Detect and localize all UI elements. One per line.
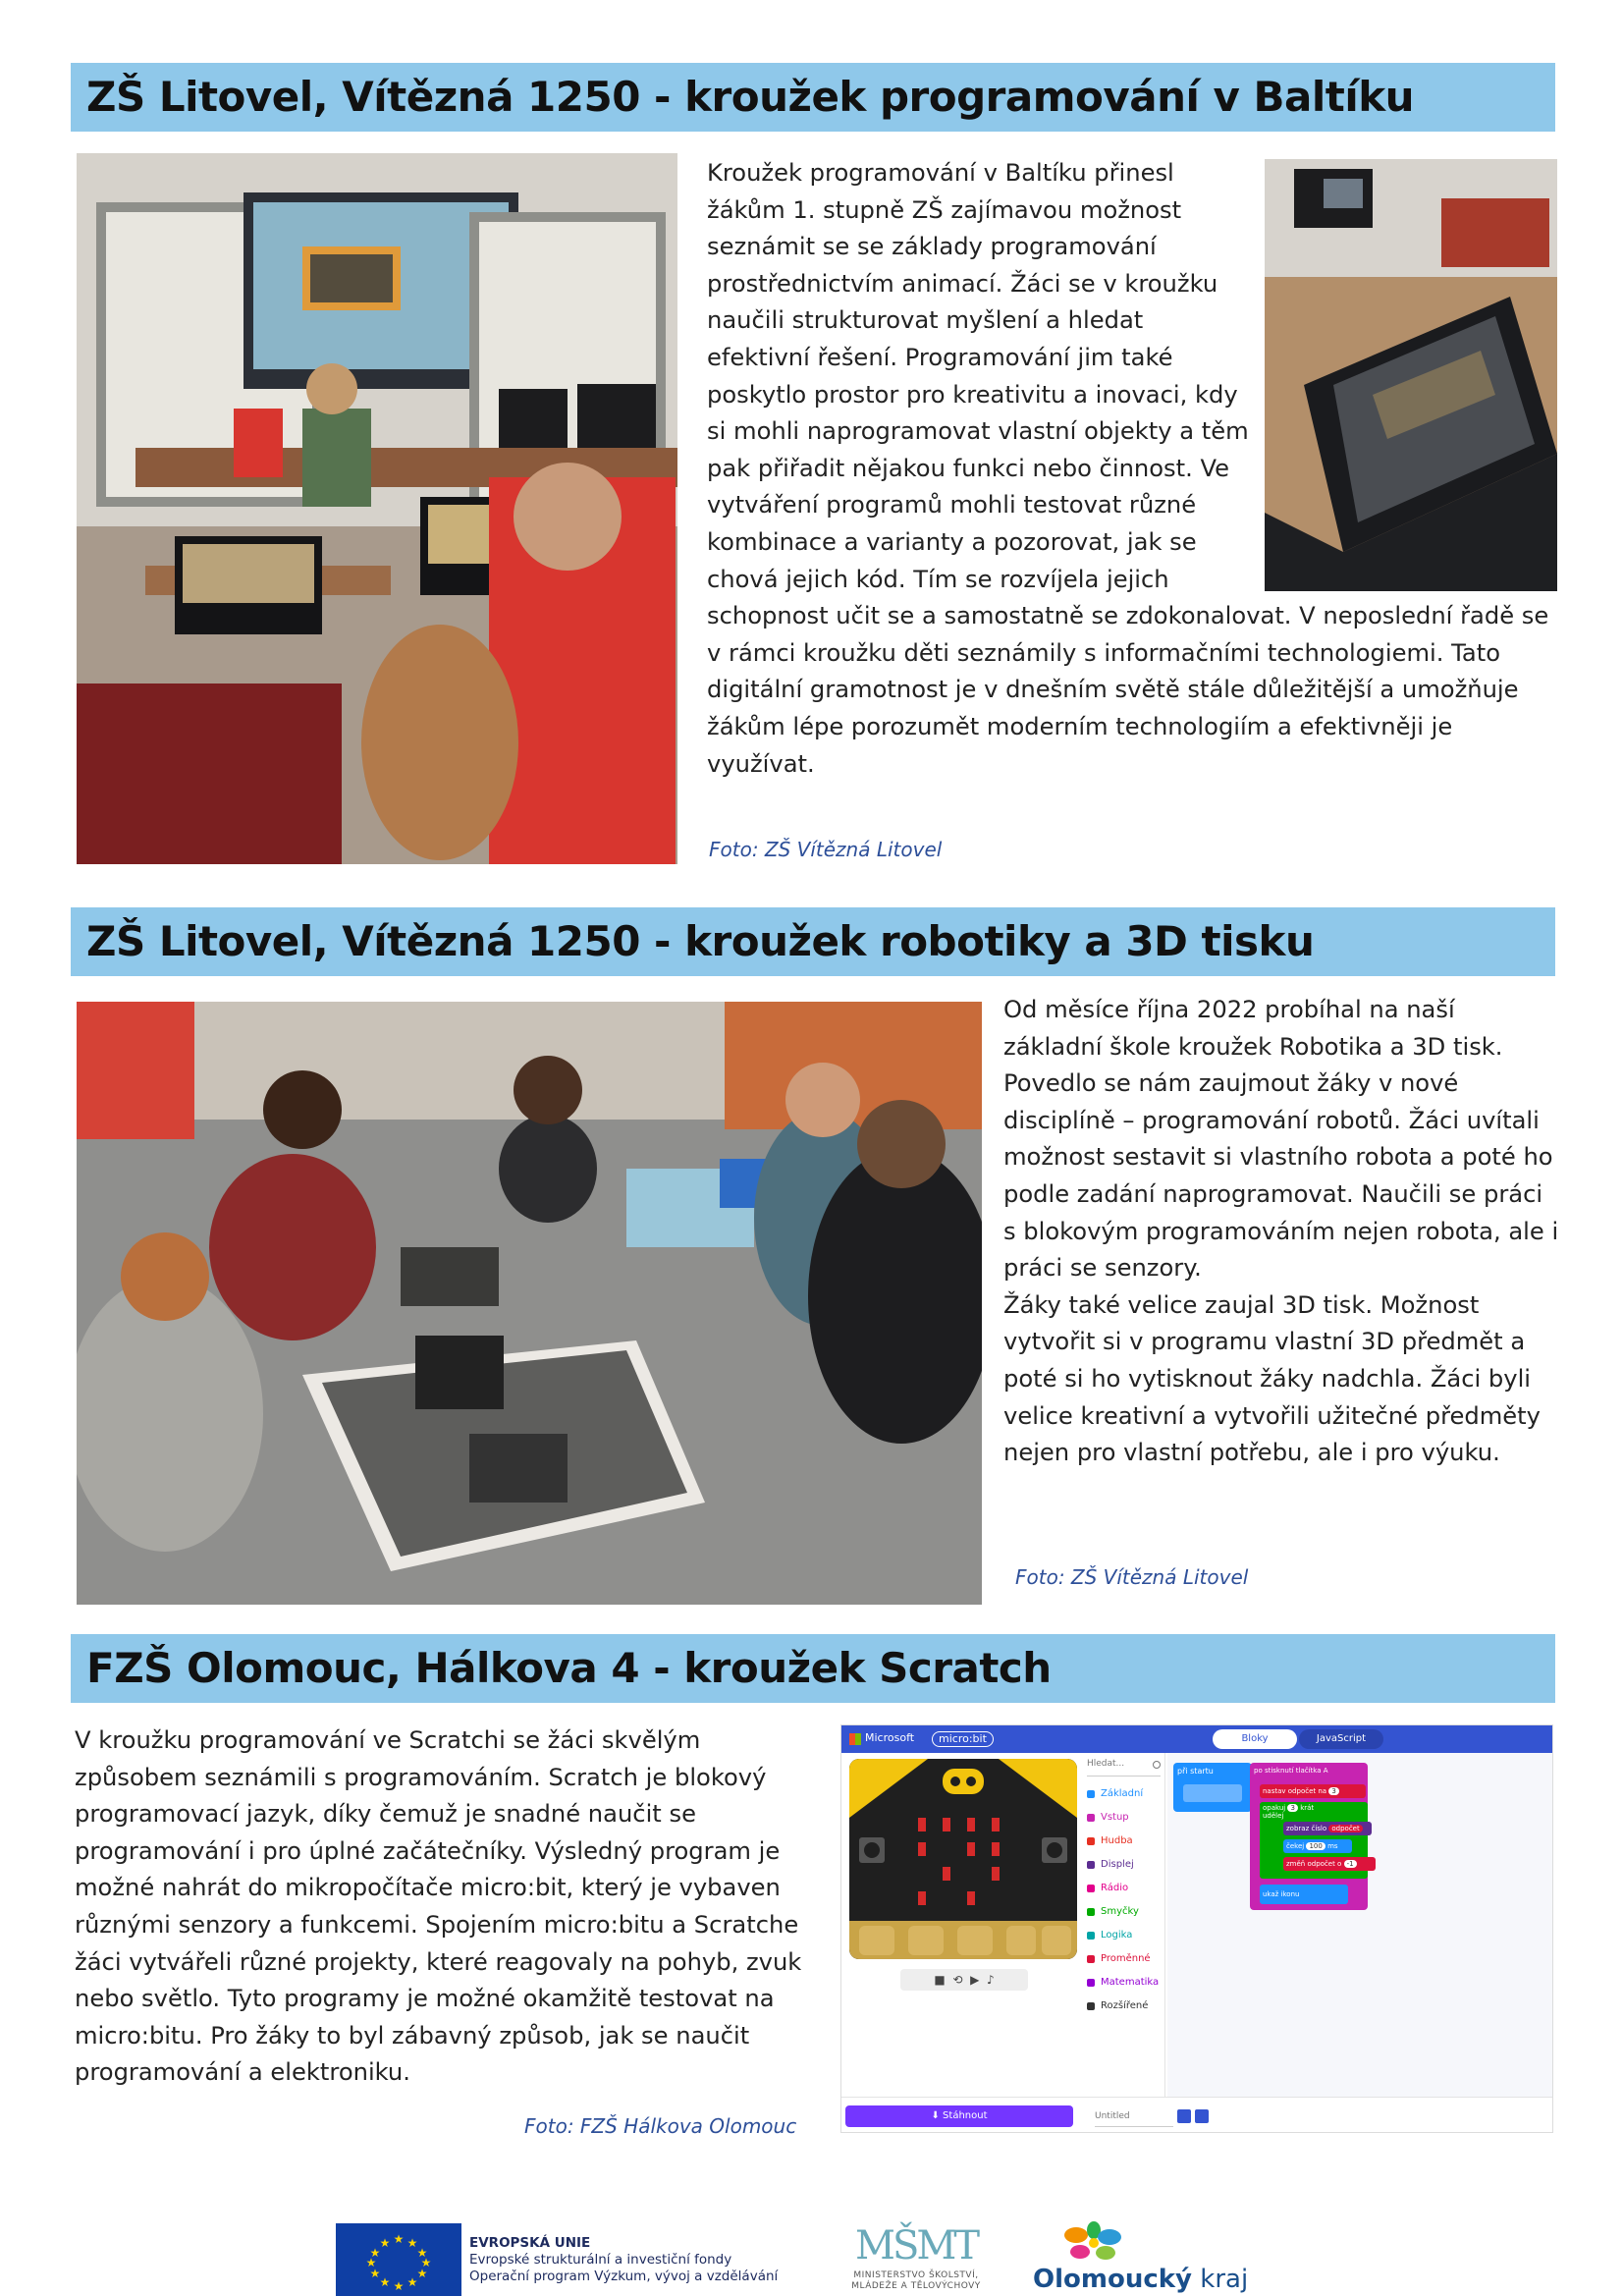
svg-text:★: ★ bbox=[416, 2267, 428, 2280]
workspace bbox=[1167, 1753, 1553, 2097]
brand-label: Microsoft bbox=[865, 1731, 915, 1744]
photo-caption: Foto: ZŠ Vítězná Litovel bbox=[709, 838, 943, 861]
msmt-mark: MŠMT bbox=[855, 2223, 977, 2269]
category-icon bbox=[1087, 1790, 1095, 1798]
makecode-bottombar bbox=[841, 2097, 1553, 2133]
toolbox-category[interactable] bbox=[1083, 1782, 1164, 1806]
toolbox-category[interactable] bbox=[1083, 1971, 1164, 1995]
audio-icon[interactable]: ♪ bbox=[986, 1973, 995, 1987]
kraj-wordmark bbox=[1033, 2265, 1248, 2294]
block-label: ukaž ikonu bbox=[1263, 1890, 1300, 1898]
makecode-topbar bbox=[841, 1725, 1553, 1753]
category-label: Matematika bbox=[1101, 1977, 1160, 1988]
category-icon bbox=[1087, 2002, 1095, 2010]
block-label: zobraz číslo bbox=[1286, 1825, 1327, 1832]
makecode-screenshot bbox=[840, 1724, 1553, 2133]
classroom-photo bbox=[77, 153, 677, 864]
filename-field[interactable] bbox=[1095, 2105, 1173, 2127]
block-value: 3 bbox=[1328, 1787, 1338, 1795]
eu-line2: Evropské strukturální a investiční fondy bbox=[469, 2252, 732, 2268]
block-set[interactable] bbox=[1260, 1784, 1366, 1798]
kraj-light: kraj bbox=[1200, 2265, 1249, 2294]
block-show-number[interactable] bbox=[1283, 1822, 1372, 1835]
svg-text:★: ★ bbox=[379, 2236, 391, 2250]
toolbox-list bbox=[1083, 1782, 1164, 2018]
category-icon bbox=[1087, 1837, 1095, 1845]
category-label: Smyčky bbox=[1101, 1906, 1139, 1917]
section-text-1 bbox=[707, 155, 1557, 783]
category-icon bbox=[1087, 1979, 1095, 1987]
block-pause[interactable] bbox=[1283, 1839, 1352, 1853]
toolbox bbox=[1083, 1753, 1165, 2097]
category-label: Hudba bbox=[1101, 1835, 1133, 1846]
svg-text:★: ★ bbox=[379, 2275, 391, 2289]
svg-text:★: ★ bbox=[369, 2267, 381, 2280]
photo-caption: Foto: FZŠ Hálkova Olomouc bbox=[524, 2114, 797, 2138]
category-icon bbox=[1087, 1955, 1095, 1963]
svg-text:★: ★ bbox=[416, 2246, 428, 2260]
eu-line3: Operační program Výzkum, vývoj a vzdělávání bbox=[469, 2269, 779, 2284]
msmt-text: MINISTERSTVO ŠKOLSTVÍ, MLÁDEŽE A TĚLOVÝCHOVY bbox=[851, 2270, 981, 2291]
section-text-3 bbox=[75, 1722, 813, 2092]
toolbox-category[interactable] bbox=[1083, 1806, 1164, 1830]
category-label: Displej bbox=[1101, 1859, 1134, 1870]
block-on-start[interactable] bbox=[1173, 1763, 1252, 1812]
section-header-3 bbox=[71, 1634, 1555, 1703]
eu-line1: EVROPSKÁ UNIE bbox=[469, 2235, 591, 2251]
category-icon bbox=[1087, 1861, 1095, 1869]
stop-icon[interactable]: ■ bbox=[934, 1973, 946, 1987]
eu-logo bbox=[336, 2223, 461, 2296]
microbit-simulator bbox=[849, 1759, 1077, 1959]
svg-text:★: ★ bbox=[393, 2279, 405, 2293]
download-button[interactable] bbox=[845, 2105, 1073, 2127]
eu-logo-text bbox=[469, 2235, 823, 2285]
section-title: ZŠ Litovel, Vítězná 1250 - kroužek programování v Baltíku bbox=[86, 73, 1415, 121]
svg-text:★: ★ bbox=[393, 2232, 405, 2246]
microsoft-logo-icon bbox=[849, 1733, 861, 1745]
block-value: odpočet bbox=[1328, 1825, 1362, 1832]
svg-text:★: ★ bbox=[365, 2256, 377, 2269]
category-icon bbox=[1087, 1908, 1095, 1916]
section-paragraph-2: Žáky také velice zaujal 3D tisk. Možnost vytvořit si v programu vlastní 3D předmět a poté si ho vytisknout žáky nadchla. Žáci byli velice kreativní a vytvořili užitečné předměty nejen pro vlastní potřebu, ale i pro výuku. bbox=[1003, 1290, 1541, 1467]
category-label: Vstup bbox=[1101, 1812, 1129, 1823]
section-paragraph: Od měsíce října 2022 probíhal na naší základní škole kroužek Robotika a 3D tisk. Povedlo se nám zaujmout žáky v nové disciplíně – programování robotů. Žáci uvítali možnost sestavit si vlastního robota a poté ho podle zadání naprogramovat. Naučili se práci s blokovým programováním nejen robota, ale i práci se senzory. bbox=[1003, 996, 1559, 1283]
filename-value: Untitled bbox=[1095, 2111, 1130, 2121]
download-label: Stáhnout bbox=[943, 2110, 988, 2121]
section-header-2 bbox=[71, 907, 1555, 976]
tab-blocks[interactable]: Bloky bbox=[1213, 1729, 1297, 1749]
search-placeholder: Hledat... bbox=[1087, 1759, 1125, 1769]
tab-javascript[interactable]: JavaScript bbox=[1299, 1729, 1383, 1749]
block-label: po stisknutí tlačítka A bbox=[1254, 1767, 1328, 1775]
block-label: opakuj bbox=[1263, 1804, 1286, 1812]
simulator-controls bbox=[900, 1969, 1028, 1991]
section-text-2 bbox=[1003, 992, 1559, 1472]
block-slot bbox=[1183, 1784, 1242, 1802]
svg-text:★: ★ bbox=[420, 2256, 432, 2269]
msmt-logo bbox=[833, 2221, 1000, 2296]
search-box[interactable] bbox=[1087, 1759, 1161, 1777]
github-icon[interactable] bbox=[1195, 2109, 1209, 2123]
save-icon[interactable] bbox=[1177, 2109, 1191, 2123]
category-label: Logika bbox=[1101, 1930, 1133, 1941]
block-change[interactable] bbox=[1283, 1857, 1376, 1871]
float-spacer bbox=[1253, 155, 1557, 595]
block-label: čekej bbox=[1286, 1842, 1305, 1850]
svg-text:★: ★ bbox=[406, 2275, 418, 2289]
toolbox-category[interactable] bbox=[1083, 1877, 1164, 1900]
block-value: -1 bbox=[1344, 1860, 1357, 1868]
section-title: ZŠ Litovel, Vítězná 1250 - kroužek robotiky a 3D tisku bbox=[86, 917, 1315, 965]
block-value: 100 bbox=[1306, 1842, 1325, 1850]
toolbox-category[interactable] bbox=[1083, 1995, 1164, 2018]
svg-text:★: ★ bbox=[369, 2246, 381, 2260]
section-paragraph: V kroužku programování ve Scratchi se žáci skvělým způsobem seznámili s programováním. Scratch je blokový programovací jazyk, díky čemuž je snadné naučit se programování i pro úplné začátečníky. Výsledný program je možné nahrát do mikropočítače micro:bit, který je vybaven různými senzory a funkcemi. Spojením micro:bitu a Scratche žáci vytvářeli různé projekty, které reagovaly na pohyb, zvuk nebo světlo. Tyto programy je možné okamžitě testovat na micro:bitu. Pro žáky to byl zábavný způsob, jak se naučit programování a elektroniku. bbox=[75, 1726, 802, 2087]
toolbox-category[interactable] bbox=[1083, 1947, 1164, 1971]
svg-text:★: ★ bbox=[406, 2236, 418, 2250]
category-icon bbox=[1087, 1932, 1095, 1940]
section-title: FZŠ Olomouc, Hálkova 4 - kroužek Scratch bbox=[86, 1644, 1052, 1692]
block-unit: ms bbox=[1327, 1842, 1338, 1850]
category-label: Rozšířené bbox=[1101, 2000, 1149, 2011]
category-label: Základní bbox=[1101, 1788, 1144, 1799]
download-icon: ⬇ bbox=[931, 2110, 944, 2121]
search-icon bbox=[1153, 1761, 1161, 1769]
section-paragraph: Kroužek programování v Baltíku přinesl žákům 1. stupně ZŠ zajímavou možnost seznámit se se základy programování prostřednictvím animací. Žáci se v kroužku naučili strukturovat myšlení a hledat efektivní řešení. Programování jim také poskytlo prostor pro kreativitu a inovaci, kdy si mohli naprogramovat vlastní objekty a těm pak přiřadit nějakou funkci nebo činnost. Ve vytváření programů mohli testovat různé kombinace a varianty a pozorovat, jak se chová jejich kód. Tím se rozvíjela jejich schopnost učit se a samostatně se zdokonalovat. V neposlední řadě se v rámci kroužku děti seznámily s informačními technologiemi. Tato digitální gramotnost je v dnešním světě stále důležitější a umožňuje žákům lépe porozumět moderním technologiím a efektivněji je využívat. bbox=[707, 159, 1549, 778]
olomoucky-kraj-logo bbox=[1033, 2221, 1288, 2296]
toolbox-category[interactable] bbox=[1083, 1830, 1164, 1853]
toolbox-category[interactable] bbox=[1083, 1900, 1164, 1924]
category-label: Proměnné bbox=[1101, 1953, 1151, 1964]
photo-caption: Foto: ZŠ Vítězná Litovel bbox=[1015, 1565, 1249, 1589]
category-icon bbox=[1087, 1814, 1095, 1822]
kraj-bold: Olomoucký bbox=[1033, 2265, 1192, 2294]
robotics-photo bbox=[77, 1002, 982, 1605]
block-label: nastav odpočet na bbox=[1263, 1787, 1327, 1795]
toolbox-category[interactable] bbox=[1083, 1924, 1164, 1947]
section-header-1 bbox=[71, 63, 1555, 132]
block-label: při startu bbox=[1177, 1767, 1214, 1776]
toolbox-category[interactable] bbox=[1083, 1853, 1164, 1877]
block-value: 3 bbox=[1287, 1804, 1297, 1812]
restart-icon[interactable]: ⟲ bbox=[952, 1973, 963, 1987]
slowmo-icon[interactable]: ▶ bbox=[970, 1973, 980, 1987]
category-label: Rádio bbox=[1101, 1883, 1129, 1893]
product-label: micro:bit bbox=[932, 1731, 994, 1747]
category-icon bbox=[1087, 1885, 1095, 1892]
block-show-icon[interactable] bbox=[1260, 1885, 1348, 1904]
block-unit: krát bbox=[1300, 1804, 1315, 1812]
block-label: udělej bbox=[1263, 1812, 1284, 1820]
block-label: změň odpočet o bbox=[1286, 1860, 1342, 1868]
